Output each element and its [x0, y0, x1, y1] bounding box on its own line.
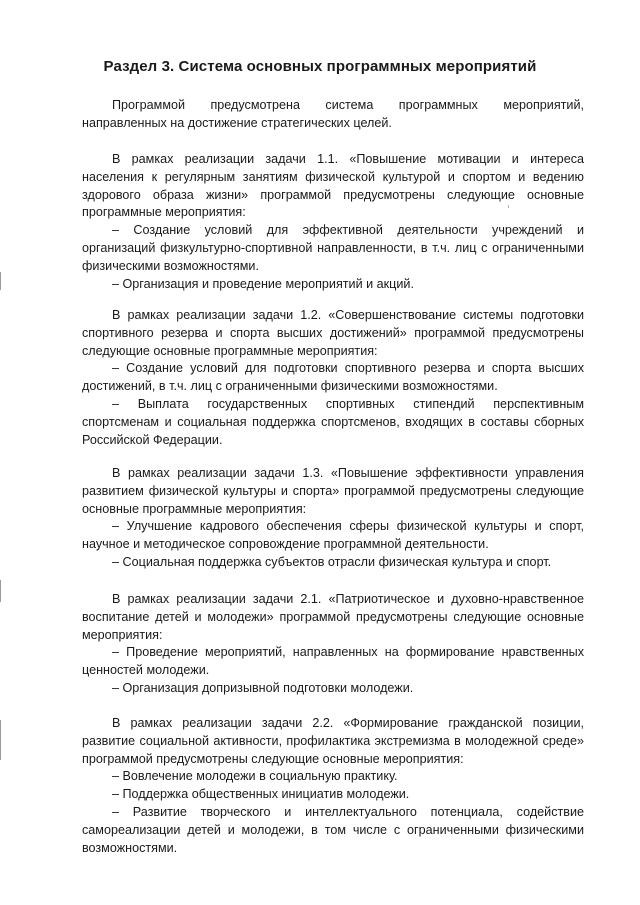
section-lead: В рамках реализации задачи 2.1. «Патриотическое и духовно-нравственное воспитание детей и молодежи» программой предусмотрены следующие основные мероприятия: — [82, 592, 584, 642]
list-item: – Развитие творческого и интеллектуального потенциала, содействие самореализации детей и молодежи, в том числе с ограниченными физическими возможностями. — [82, 804, 584, 855]
page-title: Раздел 3. Система основных программных мероприятий — [103, 58, 537, 75]
scan-edge-mark — [0, 272, 1, 290]
section-task-2-2 — [82, 715, 584, 857]
list-item: – Организация допризывной подготовки молодежи. — [112, 680, 414, 695]
list-item: – Социальная поддержка субъектов отрасли физическая культура и спорт. — [112, 554, 552, 569]
scan-edge-mark — [0, 720, 1, 760]
list-item: – Вовлечение молодежи в социальную практику. — [112, 769, 398, 784]
list-item: – Поддержка общественных инициатив молодежи. — [112, 787, 410, 802]
section-lead: В рамках реализации задачи 1.1. «Повышение мотивации и интереса населения к регулярным занятиям физической культурой и спортом и ведению здорового образа жизни» программой предусмотрены следующие основные программные мероприятия: — [82, 152, 584, 220]
list-item: – Создание условий для эффективной деятельности учреждений и организаций физкультурно-спортивной направленности, в т.ч. лиц с ограниченными физическими возможностями. — [82, 223, 584, 273]
list-item: – Выплата государственных спортивных стипендий перспективным спортсменам и социальная поддержка спортсменов, входящих в составы сборных Российской Федерации. — [82, 396, 584, 447]
list-item: – Проведение мероприятий, направленных на формирование нравственных ценностей молодежи. — [82, 645, 584, 678]
section-lead: В рамках реализации задачи 2.2. «Формирование гражданской позиции, развитие социальной активности, профилактика экстремизма в молодежной среде» программой предусмотрены следующие основные мероприятия: — [82, 716, 584, 766]
section-task-2-1 — [82, 591, 584, 698]
list-item: – Улучшение кадрового обеспечения сферы физической культуры и спорт, научное и методическое сопровождение программной деятельности. — [82, 519, 584, 552]
intro-paragraph: Программой предусмотрена система программных мероприятий, направленных на достижение стратегических целей. — [82, 98, 584, 130]
section-task-1-2 — [82, 307, 584, 449]
section-lead: В рамках реализации задачи 1.3. «Повышение эффективности управления развитием физической культуры и спорта» программой предусмотрены следующие основные программные мероприятия: — [82, 466, 584, 516]
section-task-1-1 — [82, 151, 584, 293]
section-lead: В рамках реализации задачи 1.2. «Совершенствование системы подготовки спортивного резерва и спорта высших достижений» программой предусмотрены следующие основные программные мероприятия: — [82, 308, 584, 358]
list-item: – Создание условий для подготовки спортивного резерва и спорта высших достижений, в т.ч. лиц с ограниченными физическими возможностями. — [82, 361, 584, 394]
scan-edge-mark — [0, 580, 1, 602]
list-item: – Организация и проведение мероприятий и акций. — [112, 276, 414, 291]
section-task-1-3 — [82, 465, 584, 572]
